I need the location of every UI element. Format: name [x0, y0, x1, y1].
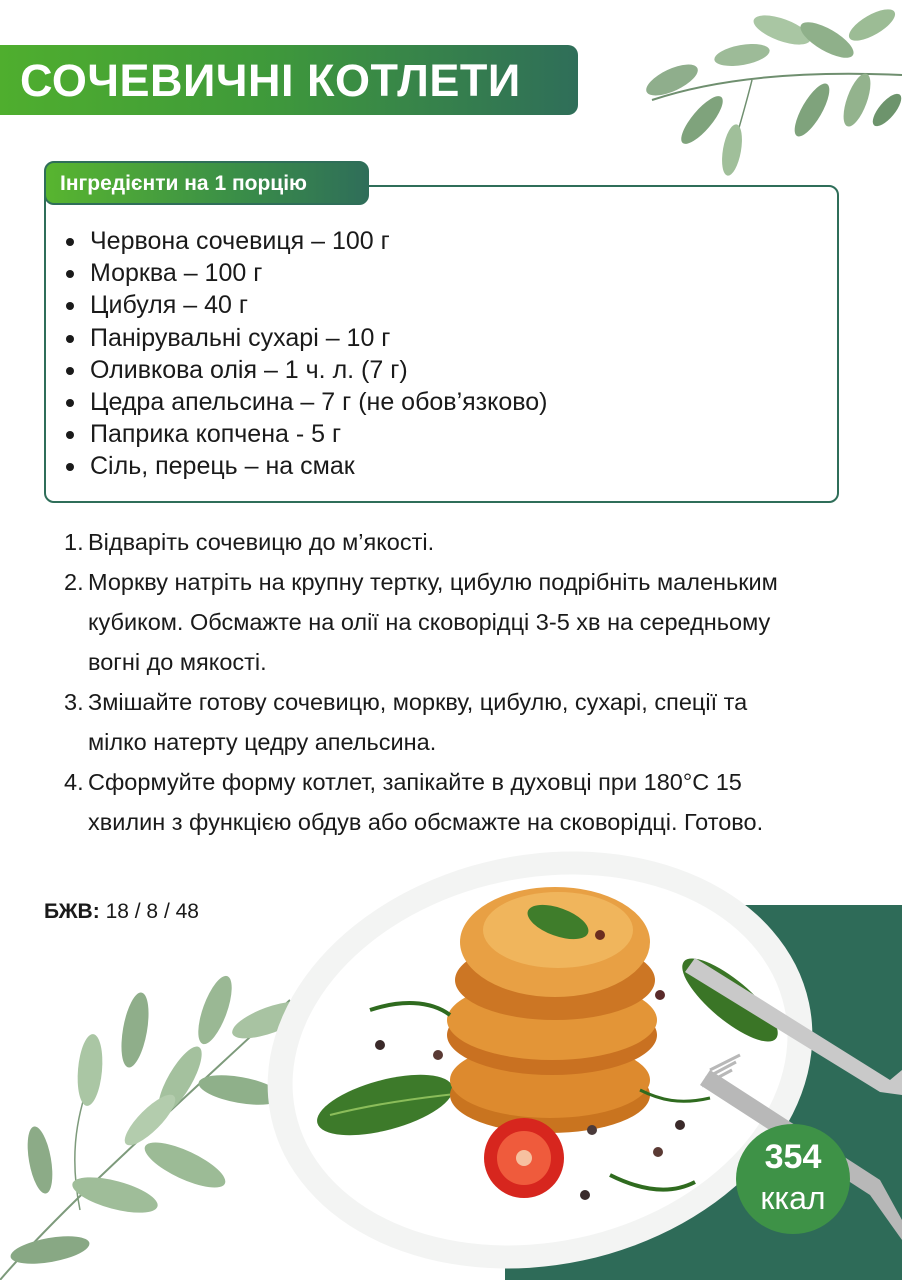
ingredient-item: Морква – 100 г — [64, 257, 548, 289]
ingredient-item: Цибуля – 40 г — [64, 289, 548, 321]
step-item — [64, 562, 884, 682]
title-banner — [0, 45, 578, 115]
macros-line — [44, 900, 199, 924]
step-line: Моркву натріть на крупну тертку, цибулю подрібніть маленьким — [88, 569, 778, 595]
step-line: хвилин з функцією обдув або обсмажте на сковорідці. Готово. — [88, 809, 764, 835]
step-line: кубиком. Обсмажте на олії на сковорідці 3-5 хв на середньому — [88, 609, 771, 635]
ingredient-item: Цедра апельсина – 7 г (не обов’язково) — [64, 386, 548, 418]
macros-label: БЖВ: — [44, 900, 100, 923]
ingredient-item: Оливкова олія – 1 ч. л. (7 г) — [64, 354, 548, 386]
step-line: Змішайте готову сочевицю, моркву, цибулю, сухарі, спеції та — [88, 689, 748, 715]
calories-unit: ккал — [760, 1180, 826, 1216]
step-line: мілко натерту цедру апельсина. — [88, 729, 437, 755]
step-number: 2. — [64, 569, 84, 595]
calories-badge — [736, 1124, 850, 1234]
step-item — [64, 682, 884, 762]
page-title: СОЧЕВИЧНІ КОТЛЕТИ — [20, 55, 521, 106]
step-number: 3. — [64, 689, 84, 715]
ingredients-heading-tag — [44, 161, 369, 205]
ingredient-list — [64, 225, 548, 483]
macros-value: 18 / 8 / 48 — [105, 900, 199, 923]
ingredient-item: Червона сочевиця – 100 г — [64, 225, 548, 257]
step-number: 4. — [64, 769, 84, 795]
leaves-decoration-top — [632, 0, 902, 180]
step-item — [64, 522, 884, 562]
step-line: Сформуйте форму котлет, запікайте в духовці при 180°С 15 — [88, 769, 742, 795]
ingredient-item: Паприка копчена - 5 г — [64, 418, 548, 450]
calories-value: 354 — [764, 1138, 822, 1176]
ingredient-item: Панірувальні сухарі – 10 г — [64, 322, 548, 354]
step-line: Відваріть сочевицю до м’якості. — [88, 529, 435, 555]
ingredients-heading: Інгредієнти на 1 порцію — [60, 172, 307, 195]
step-line: вогні до мякості. — [88, 649, 267, 675]
step-number: 1. — [64, 529, 84, 555]
ingredient-item: Сіль, перець – на смак — [64, 450, 548, 482]
recipe-steps — [64, 522, 884, 842]
